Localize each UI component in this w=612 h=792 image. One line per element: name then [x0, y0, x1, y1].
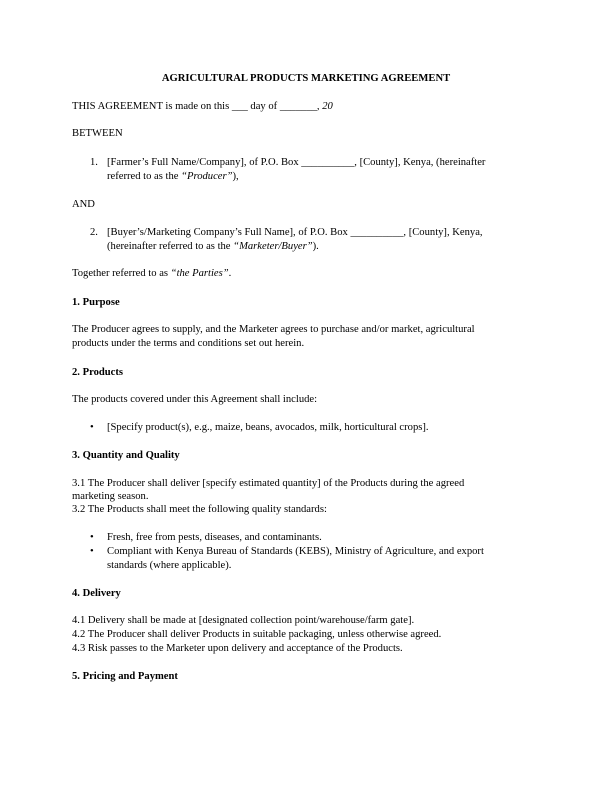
bullet-icon: • — [90, 546, 94, 557]
section-heading-quality: 3. Quantity and Quality — [72, 450, 180, 461]
quality-item-2-line2: standards (where applicable). — [107, 560, 232, 571]
party2-number: 2. — [90, 227, 98, 238]
quality-item-2-line1: Compliant with Kenya Bureau of Standards (KEBS), Ministry of Agriculture, and export — [107, 546, 484, 557]
and-label: AND — [72, 199, 95, 210]
party2-line2 — [107, 240, 547, 253]
section-heading-purpose: 1. Purpose — [72, 297, 120, 308]
products-item: [Specify product(s), e.g., maize, beans, avocados, milk, horticultural crops]. — [107, 422, 429, 433]
clause-3-1-line2: marketing season. — [72, 491, 149, 502]
bullet-icon: • — [90, 532, 94, 543]
party1-line1: [Farmer’s Full Name/Company], of P.O. Box __________, [County], Kenya, (hereinafter — [107, 157, 486, 168]
section-heading-products: 2. Products — [72, 367, 124, 378]
section-heading-delivery: 4. Delivery — [72, 588, 121, 599]
together-suffix: . — [228, 268, 232, 279]
agreement-intro — [72, 100, 542, 113]
party2-line2-suffix: ). — [312, 241, 319, 252]
party1-line2-suffix: ), — [232, 171, 239, 182]
clause-3-1-line1: 3.1 The Producer shall deliver [specify estimated quantity] of the Products during the agreed — [72, 478, 465, 489]
clause-4-3: 4.3 Risk passes to the Marketer upon delivery and acceptance of the Products. — [72, 643, 403, 654]
together-clause — [72, 267, 542, 280]
party2-line1: [Buyer’s/Marketing Company’s Full Name], of P.O. Box __________, [County], Kenya, — [107, 227, 483, 238]
producer-role: “Producer” — [181, 171, 233, 182]
party1-line2-prefix: referred to as the — [107, 171, 182, 182]
marketer-role: “Marketer/Buyer” — [233, 241, 313, 252]
party1-number: 1. — [90, 157, 98, 168]
bullet-icon: • — [90, 422, 94, 433]
clause-4-2: 4.2 The Producer shall deliver Products in suitable packaging, unless otherwise agreed. — [72, 629, 442, 640]
purpose-line2: products under the terms and conditions set out herein. — [72, 338, 305, 349]
purpose-line1: The Producer agrees to supply, and the Marketer agrees to purchase and/or market, agricultural — [72, 324, 475, 335]
clause-3-2: 3.2 The Products shall meet the following quality standards: — [72, 504, 327, 515]
together-prefix: Together referred to as — [72, 268, 171, 279]
document-title: AGRICULTURAL PRODUCTS MARKETING AGREEMENT — [161, 73, 451, 84]
parties-term: “the Parties” — [170, 268, 229, 279]
products-intro: The products covered under this Agreement shall include: — [72, 394, 318, 405]
intro-year: , 20 — [316, 101, 333, 112]
between-label: BETWEEN — [72, 128, 123, 139]
intro-date-text: THIS AGREEMENT is made on this ___ day of _______ — [72, 101, 317, 112]
party2-line2-prefix: (hereinafter referred to as the — [107, 241, 234, 252]
quality-item-1: Fresh, free from pests, diseases, and contaminants. — [107, 532, 322, 543]
section-heading-pricing: 5. Pricing and Payment — [72, 671, 178, 682]
clause-4-1: 4.1 Delivery shall be made at [designated collection point/warehouse/farm gate]. — [72, 615, 415, 626]
party1-line2 — [107, 170, 547, 183]
